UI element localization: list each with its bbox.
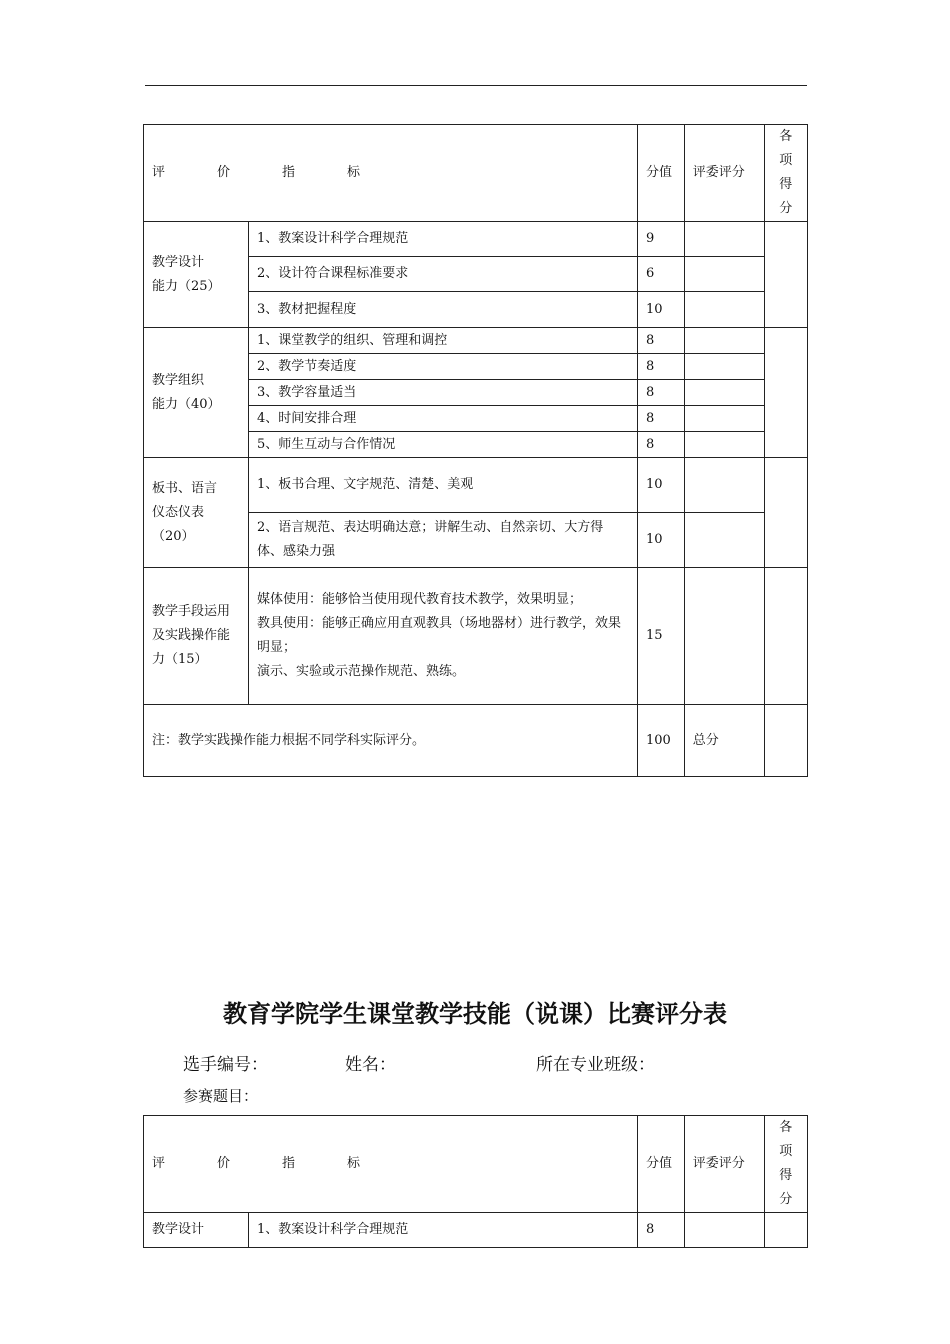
- total-label: 总分: [684, 705, 764, 777]
- judge-score-header: 评委评分: [684, 1116, 764, 1213]
- section-name: 板书、语言 仪态仪表（20）: [144, 458, 249, 568]
- table-header-row: [144, 1116, 808, 1213]
- criterion-score: 10: [637, 513, 684, 568]
- major-class-label: 所在专业班级：: [536, 1055, 655, 1075]
- table-row: [144, 328, 808, 354]
- criterion-score: 8: [637, 328, 684, 354]
- criterion-text: 4、时间安排合理: [248, 406, 637, 432]
- criterion-text: 1、教案设计科学合理规范: [248, 222, 637, 257]
- item-score-cell[interactable]: [764, 328, 807, 458]
- judge-score-cell[interactable]: [684, 513, 764, 568]
- judge-score-cell[interactable]: [684, 354, 764, 380]
- header-rule: [145, 85, 807, 86]
- judge-score-cell[interactable]: [684, 568, 764, 705]
- total-score-cell[interactable]: [764, 705, 807, 777]
- item-score-header: 各 项 得 分: [764, 1116, 807, 1213]
- criterion-text: 5、师生互动与合作情况: [248, 432, 637, 458]
- note-text: 注：教学实践操作能力根据不同学科实际评分。: [144, 705, 638, 777]
- section-name: 教学手段运用及实践操作能力（15）: [144, 568, 249, 705]
- judge-score-cell[interactable]: [684, 328, 764, 354]
- score-header: 分值: [637, 125, 684, 222]
- total-row: [144, 705, 808, 777]
- item-score-cell[interactable]: [764, 1213, 807, 1248]
- judge-score-cell[interactable]: [684, 406, 764, 432]
- table-row: [144, 222, 808, 257]
- section-name: 教学设计: [144, 1213, 249, 1248]
- item-score-cell[interactable]: [764, 222, 807, 328]
- criterion-score: 8: [637, 432, 684, 458]
- item-score-header: 各 项 得 分: [764, 125, 807, 222]
- page-title: 教育学院学生课堂教学技能（说课）比赛评分表: [223, 999, 727, 1028]
- judge-score-cell[interactable]: [684, 1213, 764, 1248]
- judge-score-header: 评委评分: [684, 125, 764, 222]
- judge-score-cell[interactable]: [684, 432, 764, 458]
- judge-score-cell[interactable]: [684, 380, 764, 406]
- criterion-score: 10: [637, 292, 684, 328]
- criterion-text: 3、教材把握程度: [248, 292, 637, 328]
- criterion-score: 9: [637, 222, 684, 257]
- criterion-score: 8: [637, 380, 684, 406]
- score-header: 分值: [637, 1116, 684, 1213]
- item-score-cell[interactable]: [764, 568, 807, 705]
- criterion-text: 1、教案设计科学合理规范: [248, 1213, 637, 1248]
- criterion-text: 2、设计符合课程标准要求: [248, 257, 637, 292]
- criterion-score: 8: [637, 406, 684, 432]
- judge-score-cell[interactable]: [684, 257, 764, 292]
- section-name: 教学设计 能力（25）: [144, 222, 249, 328]
- criterion-text: 2、语言规范、表达明确达意；讲解生动、自然亲切、大方得体、感染力强: [248, 513, 637, 568]
- criterion-score: 8: [637, 354, 684, 380]
- score-table-1: [143, 124, 808, 777]
- table-row: [144, 568, 808, 705]
- indicator-header: 评 价 指 标: [144, 125, 638, 222]
- criterion-text: 媒体使用：能够恰当使用现代教育技术教学，效果明显； 教具使用：能够正确应用直观教具（场地器材）进行教学，效果明显； 演示、实验或示范操作规范、熟练。: [248, 568, 637, 705]
- total-score-value: 100: [637, 705, 684, 777]
- section-name: 教学组织 能力（40）: [144, 328, 249, 458]
- topic-label: 参赛题目：: [183, 1087, 259, 1105]
- table-row: [144, 1213, 808, 1248]
- criterion-text: 3、教学容量适当: [248, 380, 637, 406]
- table-header-row: [144, 125, 808, 222]
- criterion-score: 6: [637, 257, 684, 292]
- item-score-cell[interactable]: [764, 458, 807, 568]
- judge-score-cell[interactable]: [684, 222, 764, 257]
- criterion-text: 1、板书合理、文字规范、清楚、美观: [248, 458, 637, 513]
- indicator-header: 评 价 指 标: [144, 1116, 638, 1213]
- criterion-score: 8: [637, 1213, 684, 1248]
- judge-score-cell[interactable]: [684, 458, 764, 513]
- criterion-score: 10: [637, 458, 684, 513]
- criterion-text: 2、教学节奏适度: [248, 354, 637, 380]
- table-row: [144, 458, 808, 513]
- contestant-no-label: 选手编号：: [183, 1055, 268, 1075]
- criterion-score: 15: [637, 568, 684, 705]
- judge-score-cell[interactable]: [684, 292, 764, 328]
- criterion-text: 1、课堂教学的组织、管理和调控: [248, 328, 637, 354]
- name-label: 姓名：: [345, 1055, 396, 1075]
- score-table-2: [143, 1115, 808, 1248]
